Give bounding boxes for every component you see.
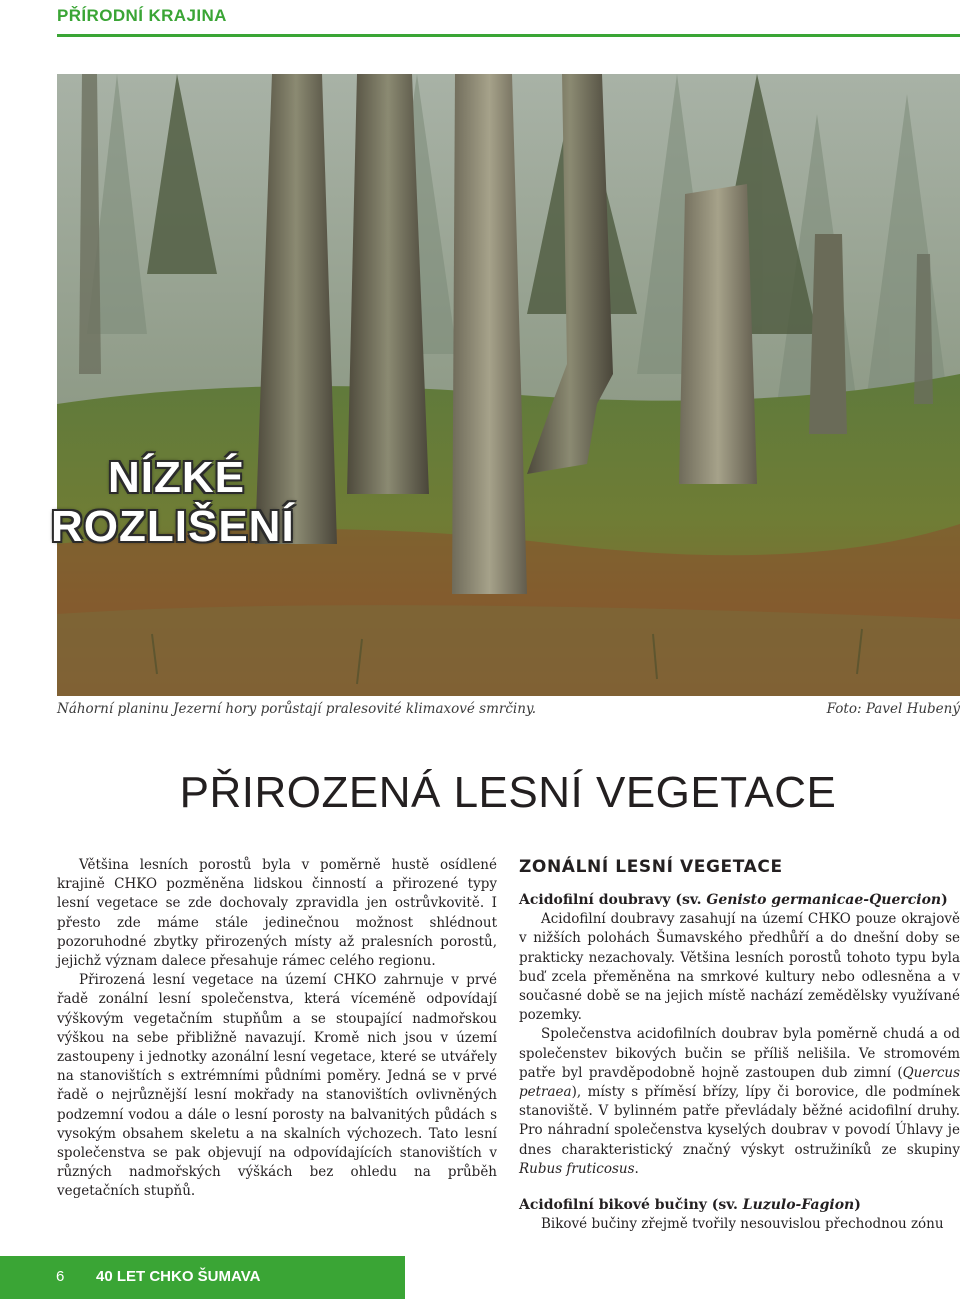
group-heading-suffix: ) [854,1197,861,1214]
right-column [519,856,960,1234]
group-heading-suffix: ) [941,892,948,909]
paragraph [519,1025,960,1179]
page-number: 6 [56,1268,65,1285]
section-label: PŘÍRODNÍ KRAJINA [57,6,227,25]
header-rule [57,34,960,37]
spacer [519,1179,960,1196]
photo-caption: Náhorní planinu Jezerní hory porůstají pralesovité klimaxové smrčiny. [57,701,537,717]
group-heading [519,1196,960,1215]
paragraph-text: . [634,1160,639,1177]
group-heading-prefix: Acidofilní bikové bučiny (sv. [519,1197,743,1214]
paragraph: Bikové bučiny zřejmě tvořily nesouvislou přechodnou zónu [541,1216,944,1233]
forest-photo [57,74,960,696]
paragraph: Většina lesních porostů byla v poměrně hustě osídlené krajině CHKO pozměněna lidskou činností a přirozené typy lesní vegetace se zde dochovaly zpravidla jen ostrůvkovitě. I přesto zde máme stále jedinečnou možnost shlédnout pozoruhodné zbytky přirozených místy až pralesních porostů, jejichž význam dalece přesahuje rámec celého regionu. [57,857,497,970]
low-resolution-watermark [51,453,295,552]
section-heading: ZONÁLNÍ LESNÍ VEGETACE [519,857,783,877]
latin-name: Rubus fruticosus [519,1160,635,1177]
watermark-line: NÍZKÉ [108,453,245,502]
group-heading-latin: Genisto germanicae-Quercion [706,892,942,909]
group-heading [519,891,960,910]
page-title: PŘIROZENÁ LESNÍ VEGETACE [179,768,837,817]
publication-title: 40 LET CHKO ŠUMAVA [96,1268,261,1285]
watermark-line: ROZLIŠENÍ [51,502,295,552]
latin-name: Quercus petraea [519,1064,960,1101]
left-column [57,856,497,1202]
paragraph: Acidofilní doubravy zasahují na území CHKO pouze okrajově v nižších polohách Šumavského předhůří a do dnešní doby se prakticky nezachovaly. Většina lesních porostů tohoto typu byla buď zcela přeměněna na smrkové kultury nebo odlesněna a v současné době se na jejich místě nachází zemědělsky využívané pozemky. [519,911,960,1024]
paragraph-text: ), místy s příměsí břízy, lípy či borovice, dle podmínek stanoviště. V bylinném patře převládaly běžné acidofilní druhy. Pro náhradní společenstva kyselých doubrav v povodí Úhlavy je dnes charakteristický značný výskyt ostružiníků ze skupiny [519,1084,960,1158]
group-heading-latin: Luzulo-Fagion [742,1197,855,1214]
photo-credit: Foto: Pavel Hubený [826,701,960,717]
group-heading-prefix: Acidofilní doubravy (sv. [519,892,707,909]
paragraph: Přirozená lesní vegetace na území CHKO zahrnuje v prvé řadě zonální lesní společenstva, která víceméně odpovídají výškovým vegetačním stupňům a se stoupající nadmořskou výškou na sebe přibližně navazují. Kromě nich jsou v území zastoupeny i jednotky azonální lesní vegetace, které se utvářely na stanovištích s extrémními půdními poměry. Jedná se v prvé řadě o nejrůznější lesní mokřady na stanovištích ovlivněných podzemní vodou a dále o lesní porosty na balvanitých půdách s vysokým obsahem skeletu a na skalních výchozech. Tato lesní společenstva se pak objevují na odpovídajících stanovištích v různých nadmořských výškách bez ohledu na průběh vegetačních stupňů. [57,972,497,1200]
paragraph-text: Společenstva acidofilních doubrav byla poměrně chudá a od společenstev bikových bučin se příliš nelišila. Ve stromovém patře byl pravděpodobně hojně zastoupen dub zimní ( [519,1026,960,1081]
